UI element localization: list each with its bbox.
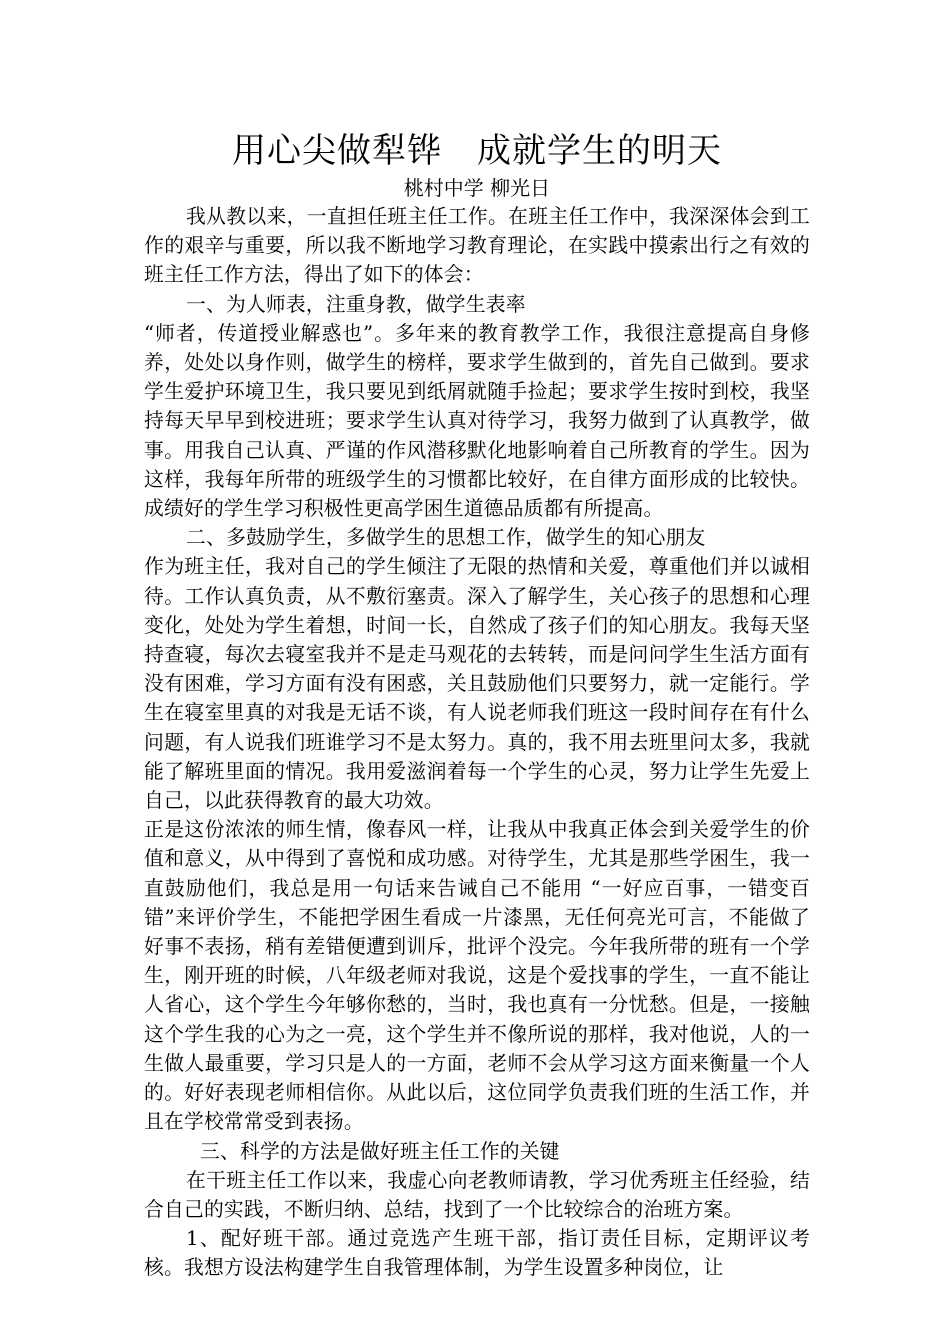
paragraph: 正是这份浓浓的师生情，像春风一样，让我从中我真正体会到关爱学生的价值和意义，从中得到了喜悦和成功感。对待学生，尤其是那些学困生，我一直鼓励他们，我总是用一句话来告诫自己不能用 “一好应百事，一错变百错”来评价学生，不能把学困生看成一片漆黑，无任何亮光可言，不能做了好事不表扬，稍有差错便遭到训斥，批评个没完。今年我所带的班有一个学生，刚开班的时候，八年级老师对我说，这是个爱找事的学生，一直不能让人省心，这个学生今年够你愁的，当时，我也真有一分忧愁。但是，一接触这个学生我的心为之一亮，这个学生并不像所说的那样，我对他说，人的一生做人最重要，学习只是人的一方面，老师不会从学习这方面来衡量一个人的。好好表现老师相信你。从此以后，这位同学负责我们班的生活工作，并且在学校常常受到表扬。 — [144, 818, 810, 1134]
paragraph: “师者，传道授业解惑也”。多年来的教育教学工作，我很注意提高自身修养，处处以身作则，做学生的榜样，要求学生做到的，首先自己做到。要求学生爱护环境卫生，我只要见到纸屑就随手捡起；要求学生按时到校，我坚持每天早早到校进班；要求学生认真对待学习，我努力做到了认真教学，做事。用我自己认真、严谨的作风潜移默化地影响着自己所教育的学生。因为这样，我每年所带的班级学生的习惯都比较好，在自律方面形成的比较快。成绩好的学生学习积极性更高学困生道德品质都有所提高。 — [144, 321, 810, 521]
paragraph: 三、科学的方法是做好班主任工作的关键 — [200, 1139, 560, 1163]
paragraph: 我从教以来，一直担任班主任工作。在班主任工作中，我深深体会到工作的艰辛与重要，所以我不断地学习教育理论，在实践中摸索出行之有效的班主任工作方法，得出了如下的体会： — [144, 205, 810, 287]
document-body — [144, 128, 810, 1283]
document-author: 桃村中学 柳光日 — [403, 176, 551, 200]
paragraph: 一、为人师表，注重身教，做学生表率 — [186, 292, 526, 316]
paragraph-list — [144, 202, 810, 1283]
paragraph: 二、多鼓励学生，多做学生的思想工作，做学生的知心朋友 — [186, 526, 706, 550]
paragraph: 在干班主任工作以来，我虚心向老教师请教，学习优秀班主任经验，结合自己的实践，不断归纳、总结，找到了一个比较综合的治班方案。 — [144, 1168, 810, 1221]
paragraph: 1、配好班干部。通过竞选产生班干部，指订责任目标，定期评议考核。我想方设法构建学生自我管理体制，为学生设置多种岗位，让 — [144, 1227, 810, 1280]
paragraph: 作为班主任，我对自己的学生倾注了无限的热情和关爱，尊重他们并以诚相待。工作认真负责，从不敷衍塞责。深入了解学生，关心孩子的思想和心理变化，处处为学生着想，时间一长，自然成了孩子们的知心朋友。我每天坚持查寝，每次去寝室我并不是走马观花的去转转，而是问问学生生活方面有没有困难，学习方面有没有困惑，关且鼓励他们只要努力，就一定能行。学生在寝室里真的对我是无话不谈，有人说老师我们班这一段时间存在有什么问题，有人说我们班谁学习不是太努力。真的，我不用去班里问太多，我就能了解班里面的情况。我用爱滋润着每一个学生的心灵，努力让学生先爱上自己，以此获得教育的最大功效。 — [144, 555, 810, 813]
document-title: 用心尖做犁铧 成就学生的明天 — [232, 131, 722, 171]
